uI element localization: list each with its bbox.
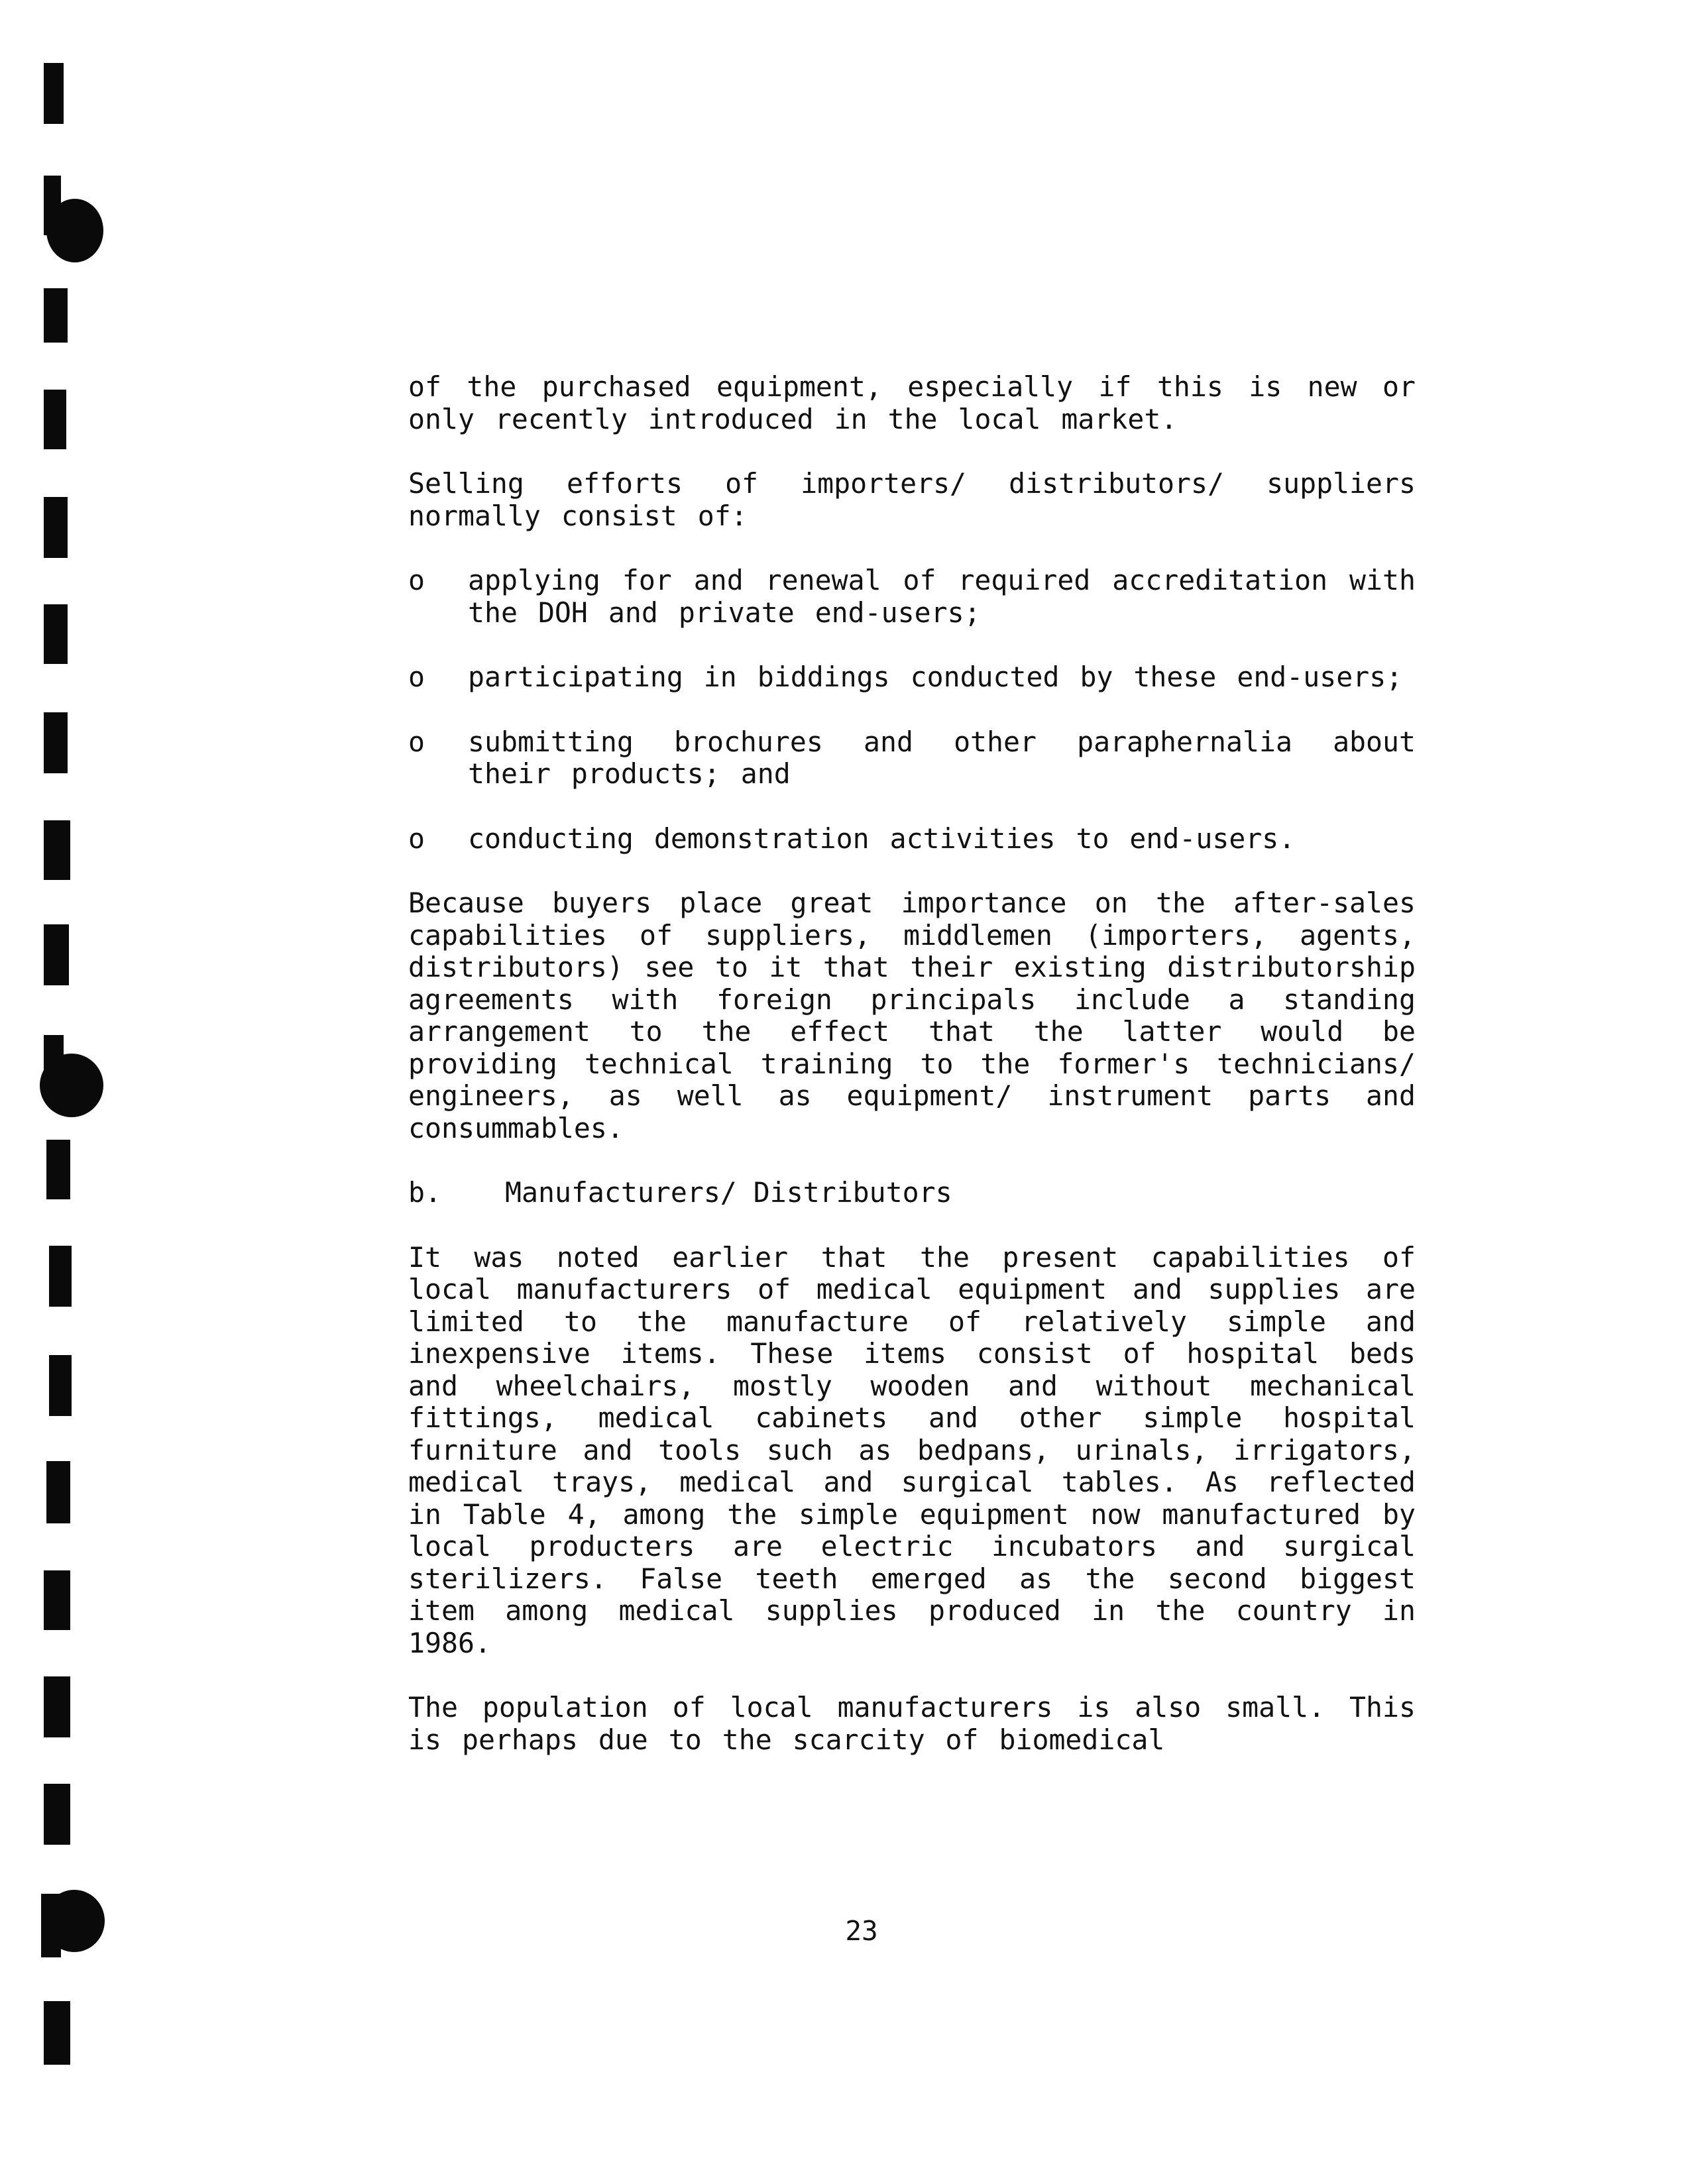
document-body: [408, 371, 1416, 1788]
paragraph: Selling efforts of importers/ distributors/ suppliers normally consist of:: [408, 467, 1416, 532]
section-letter: b.: [408, 1176, 441, 1209]
paragraph: The population of local manufacturers is also small. This is perhaps due to the scarcity of biomedical: [408, 1691, 1416, 1756]
binding-mark: [44, 497, 68, 558]
bullet-marker: o: [408, 822, 425, 855]
paragraph: Because buyers place great importance on the after-sales capabilities of suppliers, middlemen (importers, agents, distributors) see to it that their existing distributorship agreements with foreign principals include a standing arrangement to the effect that the latter would be providing technical training to the former's technicians/ engineers, as well as equipment/ instrument parts and consummables.: [408, 887, 1416, 1144]
page-number: 23: [845, 1915, 878, 1947]
binding-mark: [49, 1246, 72, 1307]
paragraph: of the purchased equipment, especially if this is new or only recently introduced in the local market.: [408, 370, 1416, 435]
binding-mark: [44, 1570, 70, 1630]
binding-mark: [44, 604, 68, 664]
list-item-text: conducting demonstration activities to end-users.: [468, 822, 1296, 855]
list-item: [408, 565, 1416, 629]
binding-hole: [46, 199, 103, 262]
binding-mark: [44, 288, 68, 343]
binding-mark: [46, 1140, 70, 1199]
bullet-marker: o: [408, 725, 425, 758]
list-item-text: submitting brochures and other paraphernalia about their products; and: [468, 725, 1416, 790]
binding-mark: [44, 1784, 70, 1845]
binding-hole: [44, 1890, 105, 1952]
binding-mark: [49, 1355, 72, 1416]
section-title: Manufacturers/ Distributors: [505, 1176, 952, 1209]
bullet-list: [408, 565, 1416, 855]
binding-mark: [44, 2001, 70, 2065]
list-item-text: applying for and renewal of required accreditation with the DOH and private end-users;: [468, 564, 1416, 629]
paragraph: It was noted earlier that the present capabilities of local manufacturers of medical equipment and supplies are limited to the manufacture of relatively simple and inexpensive items. These items consist of hospital beds and wheelchairs, mostly wooden and without mechanical fittings, medical cabinets and other simple hospital furniture and tools such as bedpans, urinals, irrigators, medical trays, medical and surgical tables. As reflected in Table 4, among the simple equipment now manufactured by local producters are electric incubators and surgical sterilizers. False teeth emerged as the second biggest item among medical supplies produced in the country in 1986.: [408, 1240, 1416, 1659]
binding-mark: [46, 1461, 70, 1523]
binding-mark: [44, 1676, 70, 1737]
binding-edge: [0, 0, 113, 2184]
list-item-text: participating in biddings conducted by these end-users;: [468, 661, 1403, 693]
binding-mark: [44, 63, 64, 124]
binding-mark: [44, 924, 69, 985]
list-item: [408, 823, 1416, 855]
binding-mark: [44, 712, 68, 773]
bullet-marker: o: [408, 564, 425, 596]
binding-mark: [44, 820, 70, 880]
bullet-marker: o: [408, 661, 425, 693]
list-item: [408, 726, 1416, 791]
list-item: [408, 661, 1416, 694]
binding-hole: [40, 1054, 103, 1117]
binding-mark: [44, 390, 66, 449]
section-heading: [408, 1177, 1416, 1209]
